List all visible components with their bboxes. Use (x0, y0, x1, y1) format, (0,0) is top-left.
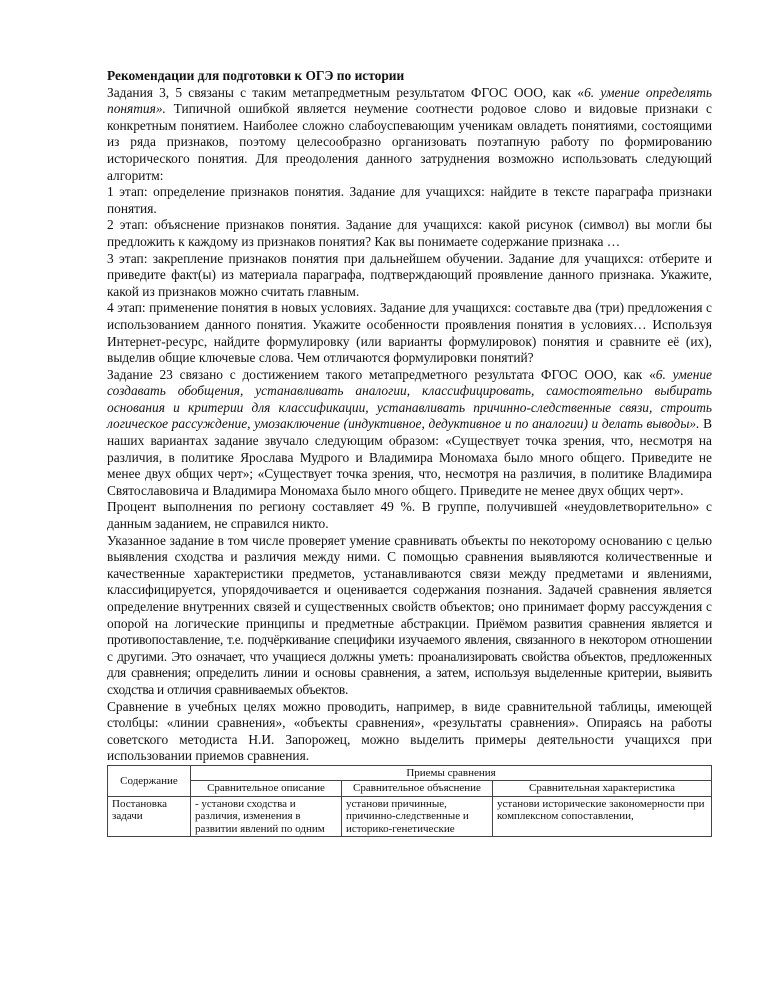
document-page (107, 68, 712, 837)
percent-paragraph: Процент выполнения по региону составляет 49 %. В группе, получившей «неудовлетворительно» с данным заданием, не справился никто. (107, 499, 712, 532)
task23-text-a: Задание 23 связано с достижением такого метапредметного результата ФГОС ООО, как « (107, 366, 656, 382)
stage-3: 3 этап: закрепление признаков понятия при дальнейшем обучении. Задание для учащихся: отберите и приведите факт(ы) из материала параграфа, подтверждающий проявление данного признака. Укажите, какой из признаков можно считать главным. (107, 250, 712, 299)
header-characteristic: Сравнительная характеристика (493, 781, 712, 796)
intro-italic: 6. умение определять понятия». (107, 84, 712, 117)
header-content: Содержание (108, 765, 191, 796)
stage-4: 4 этап: применение понятия в новых условиях. Задание для учащихся: составьте два (три) предложения с использованием данного понятия. Укажите особенности проявления понятия в условиях… Используя Интернет-ресурс, найдите формулировку (или варианты формулировок) понятия и сравните её (их), выделив общие ключевые слова. Чем отличаются формулировки понятий? (107, 300, 712, 366)
comparison-tight-text: Приёмом развития сравнения является и противопоставление, т.е. подчёркивание специфики изучаемого явления, связанного в некотором отношении с другими. Это означает, что учащиеся должны уметь: проанализировать свойства объектов, предложенных для сравнения; определить линии и основы сравнения, а затем, используя выделенные критерии, выявить сходства и отличия сравниваемых объектов. (107, 615, 712, 697)
task23-italic: 6. умение создавать обобщения, устанавливать аналогии, классифицировать, самостоятельно выбирать основания и критерии для классификации, устанавливать причинно-следственные связи, строить логическое рассуждение, умозаключение (индуктивное, дедуктивное и по аналогии) и делать выводы». (107, 366, 712, 432)
comparison-methods-table (107, 765, 712, 837)
header-group: Приемы сравнения (191, 765, 712, 780)
task23-paragraph (107, 367, 712, 500)
comparison-text: Указанное задание в том числе проверяет умение сравнивать объекты по некоторому основанию с целью выявления сходства и различия между ними. С помощью сравнения выявляются количественные и качественные характеристики предметов, устанавливаются связи между предметами и явлениями, классифицируется, упорядочивается и оценивается содержания познания. Задачей сравнения является определение внутренних связей и существенных свойств объектов; оно принимает форму рассуждения с опорой на логические принципы и предметные абстракции. (107, 532, 712, 631)
stage-2: 2 этап: объяснение признаков понятия. Задание для учащихся: какой рисунок (символ) вы могли бы предложить к каждому из признаков понятия? Как вы понимаете содержание признака … (107, 217, 712, 249)
intro-text-a: Задания 3, 5 связаны с таким метапредметным результатом ФГОС ООО, как « (107, 84, 585, 100)
task23-text-b: В наших вариантах задание звучало следующим образом: «Существует точка зрения, что, несмотря на различия, в политике Ярослава Мудрого и Владимира Мономаха было много общего. Приведите не менее двух общих черт»; «Существует точка зрения, что, несмотря на различия, в политике Владимира Святославовича и Владимира Мономаха было много общего. Приведите не менее двух общих черт». (107, 416, 713, 498)
document-title: Рекомендации для подготовки к ОГЭ по истории (107, 68, 405, 83)
header-description: Сравнительное описание (191, 781, 342, 796)
intro-paragraph (107, 85, 712, 185)
cell-characteristic: установи исторические закономерности при комплексном сопоставлении, (493, 796, 712, 836)
row-label: Постановка задачи (108, 796, 191, 836)
intro-text-b: Типичной ошибкой является неумение соотнести родовое слово и видовые признаки с конкретным понятием. Наиболее сложно слабоуспевающим ученикам овладеть понятиями, состоящими из ряда признаков, поэтому целесообразно организовать поэтапную работу по формированию исторического понятия. Для преодоления данного затруднения возможно использовать следующий алгоритм: (107, 101, 712, 183)
comparison-paragraph (107, 533, 712, 699)
stage-1: 1 этап: определение признаков понятия. Задание для учащихся: найдите в тексте параграфа признаки понятия. (107, 184, 712, 216)
header-explanation: Сравнительное объяснение (342, 781, 493, 796)
table-intro-paragraph: Сравнение в учебных целях можно проводить, например, в виде сравнительной таблицы, имеющей столбцы: «линии сравнения», «объекты сравнения», «результаты сравнения». Опираясь на работы советского методиста Н.И. Запорожец, можно выделить примеры деятельности учащихся при использовании приемов сравнения. (107, 698, 712, 764)
cell-explanation: установи причинные, причинно-следственные и историко-генетические (342, 796, 493, 836)
cell-description: - установи сходства и различия, изменения в развитии явлений по одним (191, 796, 342, 836)
